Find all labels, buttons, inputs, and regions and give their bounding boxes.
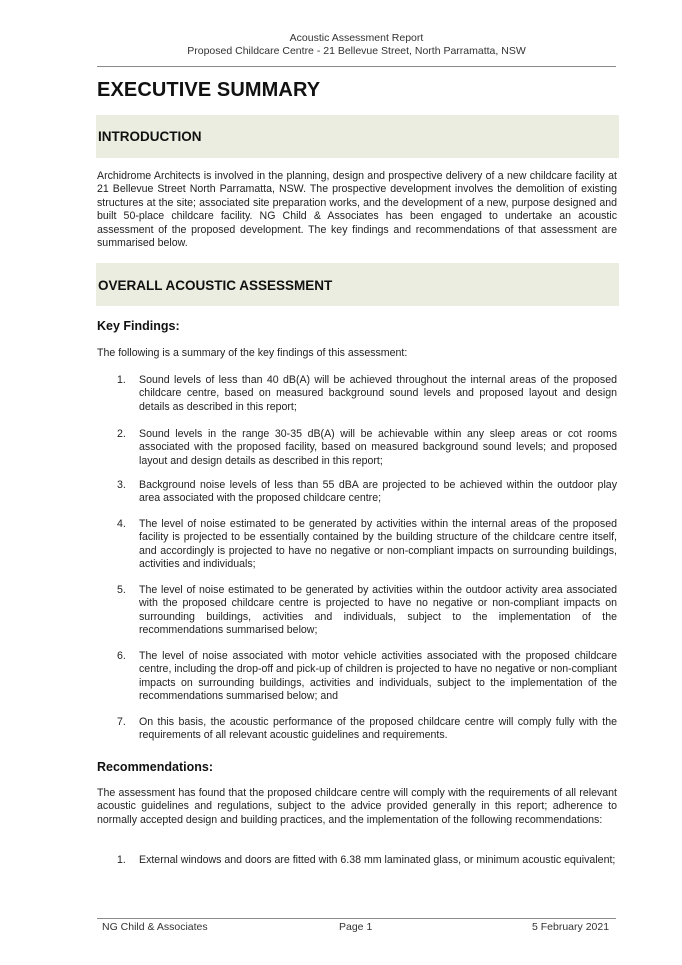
list-text: The level of noise associated with motor vehicle activities associated with the proposed childcare centre, including the drop-off and pick-up of children is projected to have no negative or non-compliant impacts on surrounding buildings, activities and individuals, subject to the implementation of the recommendations summarised below; and: [139, 650, 617, 703]
list-text: Background noise levels of less than 55 dBA are projected to be achieved within the outdoor play area associated with the proposed childcare centre;: [139, 479, 617, 505]
overall-assessment-section-band: [96, 263, 619, 306]
list-number: 3.: [117, 479, 126, 491]
list-number: 7.: [117, 716, 126, 728]
introduction-paragraph: Archidrome Architects is involved in the planning, design and prospective delivery of a new childcare facility at 21 Bellevue Street North Parramatta, NSW. The prospective development involves the demolition of existing structures at the site; associated site preparation works, and the development of a new, purpose designed and built 50-place childcare facility. NG Child & Associates has been engaged to undertake an acoustic assessment of the proposed development. The key findings and recommendations of that assessment are summarised below.: [97, 170, 617, 250]
list-number: 5.: [117, 584, 126, 596]
recommendations-intro: The assessment has found that the proposed childcare centre will comply with the requirements of all relevant acoustic guidelines and regulations, subject to the advice provided generally in this report; adherence to normally accepted design and building practices, and the implementation of the following recommendations:: [97, 787, 617, 826]
report-subtitle: Proposed Childcare Centre - 21 Bellevue Street, North Parramatta, NSW: [187, 45, 526, 57]
list-text: Sound levels of less than 40 dB(A) will be achieved throughout the internal areas of the proposed childcare centre, based on measured background sound levels and proposed layout and design details as described in this report;: [139, 374, 617, 413]
recommendations-heading: Recommendations:: [97, 760, 213, 774]
list-text: External windows and doors are fitted with 6.38 mm laminated glass, or minimum acoustic equivalent;: [139, 854, 616, 866]
list-number: 2.: [117, 428, 126, 440]
running-header: [97, 32, 616, 58]
list-text: On this basis, the acoustic performance of the proposed childcare centre will comply fully with the requirements of all relevant acoustic guidelines and requirements.: [139, 716, 617, 742]
key-findings-intro: The following is a summary of the key findings of this assessment:: [97, 347, 408, 359]
list-number: 1.: [117, 374, 126, 386]
page-title: EXECUTIVE SUMMARY: [97, 79, 321, 101]
header-divider: [97, 66, 616, 67]
list-text: The level of noise estimated to be generated by activities within the internal areas of the proposed facility is projected to be essentially contained by the building structure of the childcare centre itself, and accordingly is projected to have no negative or non-compliant impacts on surrounding buildings, activities and individuals;: [139, 518, 617, 571]
list-number: 4.: [117, 518, 126, 530]
introduction-section-band: [96, 115, 619, 158]
footer-date: 5 February 2021: [532, 921, 610, 933]
list-number: 1.: [117, 854, 126, 866]
key-findings-heading: Key Findings:: [97, 319, 180, 333]
list-text: Sound levels in the range 30-35 dB(A) will be achievable within any sleep areas or cot rooms associated with the proposed facility, based on measured background sound levels; and proposed layout and design details as described in this report;: [139, 428, 617, 467]
list-text: The level of noise estimated to be generated by activities within the outdoor activity area associated with the proposed childcare centre is projected to have no negative or non-compliant impacts on surrounding buildings, activities and individuals, subject to the implementation of the recommendations summarised below;: [139, 584, 617, 637]
list-number: 6.: [117, 650, 126, 662]
footer-company: NG Child & Associates: [102, 921, 208, 933]
introduction-heading: INTRODUCTION: [98, 129, 202, 144]
footer-divider: [97, 918, 616, 919]
footer-page-number: Page 1: [339, 921, 373, 933]
report-title: Acoustic Assessment Report: [289, 32, 424, 44]
overall-assessment-heading: OVERALL ACOUSTIC ASSESSMENT: [98, 278, 333, 293]
